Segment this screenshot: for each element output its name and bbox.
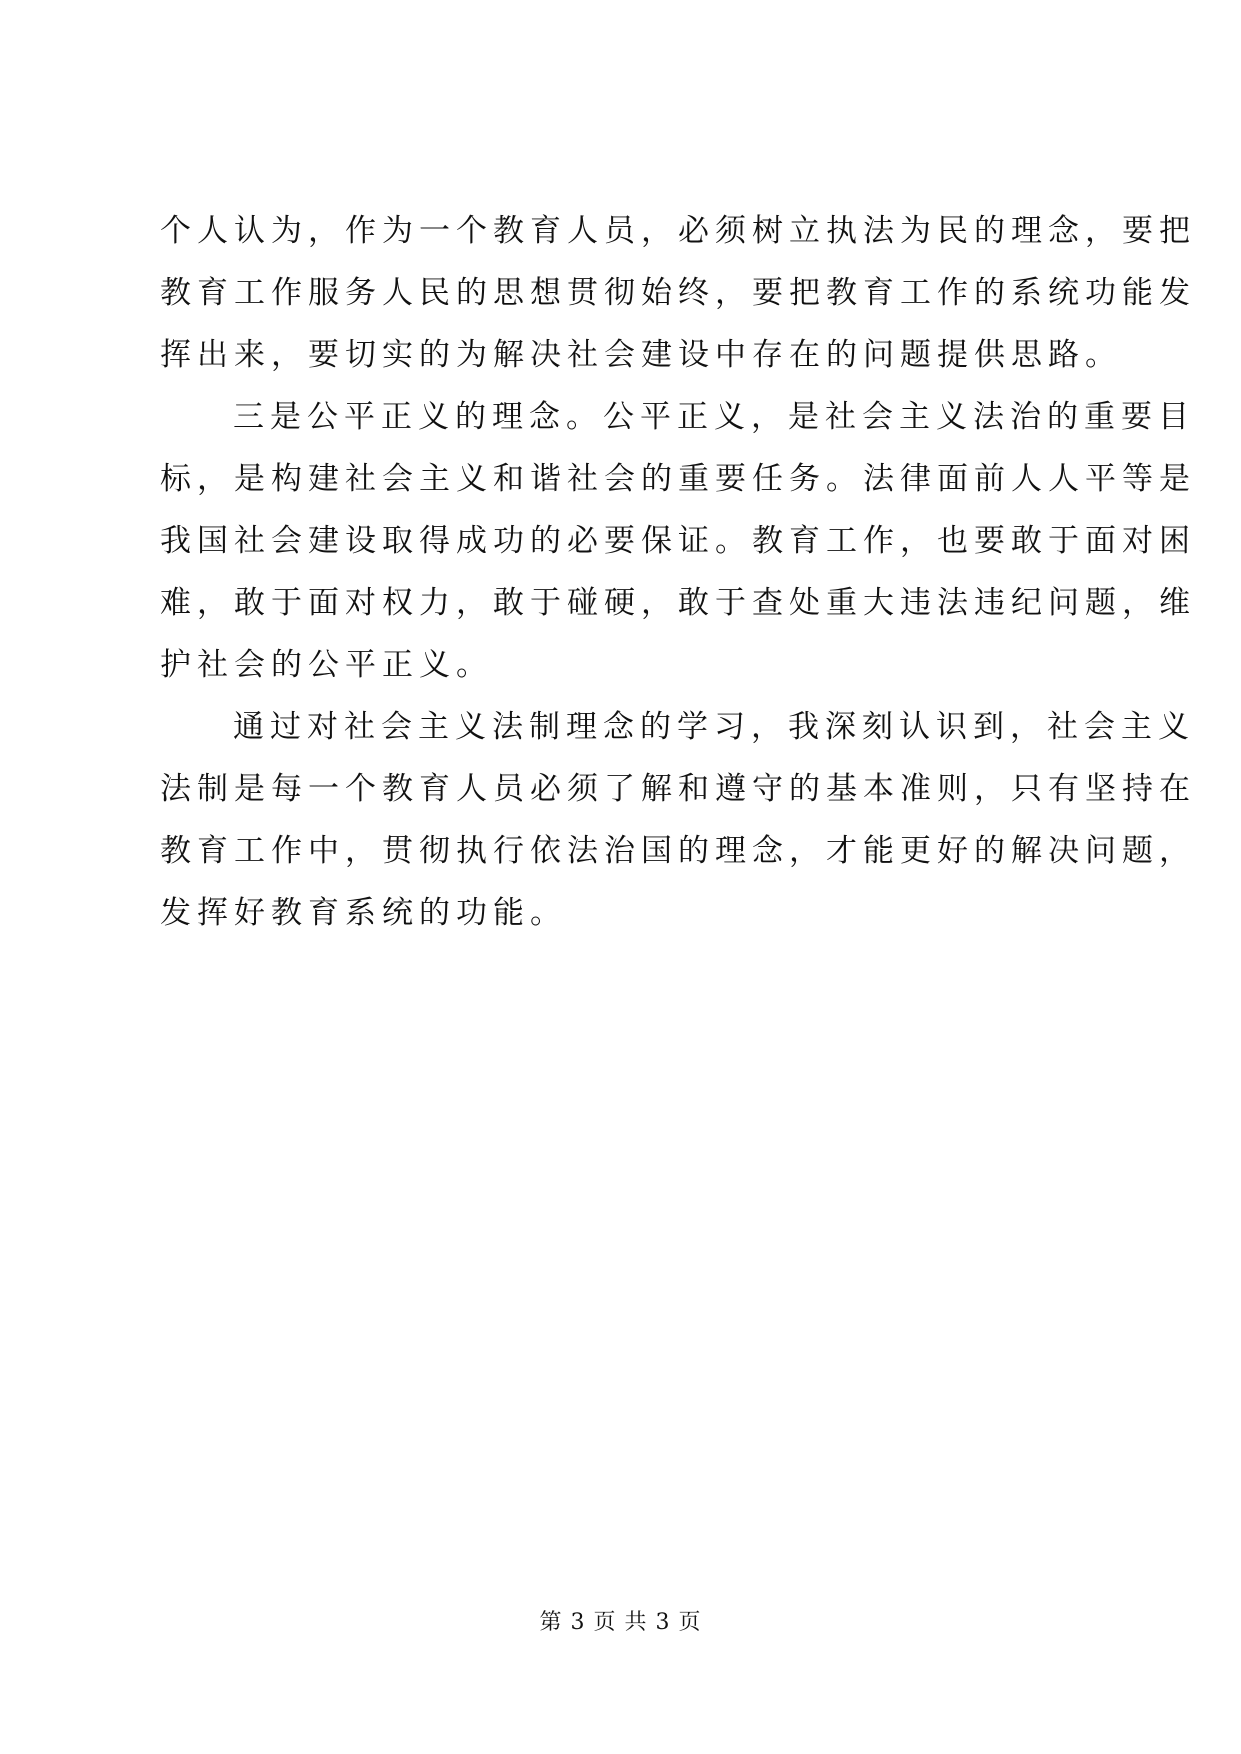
text-line: 难，敢于面对权力，敢于碰硬，敢于查处重大违法违纪问题，维: [160, 585, 1196, 621]
text-line: 教育工作中，贯彻执行依法治国的理念，才能更好的解决问题，: [160, 833, 1196, 869]
text-line: 教育工作服务人民的思想贯彻始终，要把教育工作的系统功能发: [160, 275, 1196, 311]
text-line: 法制是每一个教育人员必须了解和遵守的基本准则，只有坚持在: [160, 771, 1196, 807]
text-line: 护社会的公平正义。: [160, 647, 493, 683]
text-line: 个人认为，作为一个教育人员，必须树立执法为民的理念，要把: [160, 213, 1196, 249]
page-number-footer: 第 3 页 共 3 页: [539, 1610, 702, 1635]
text-line: 标，是构建社会主义和谐社会的重要任务。法律面前人人平等是: [160, 461, 1196, 497]
text-line: 发挥好教育系统的功能。: [160, 895, 567, 931]
text-line: 挥出来，要切实的为解决社会建设中存在的问题提供思路。: [160, 337, 1122, 373]
text-line: 我国社会建设取得成功的必要保证。教育工作，也要敢于面对困: [160, 523, 1196, 559]
paragraph-start-line: 通过对社会主义法制理念的学习，我深刻认识到，社会主义: [233, 709, 1195, 745]
document-body: [160, 200, 1196, 944]
paragraph-start-line: 三是公平正义的理念。公平正义，是社会主义法治的重要目: [233, 399, 1195, 435]
